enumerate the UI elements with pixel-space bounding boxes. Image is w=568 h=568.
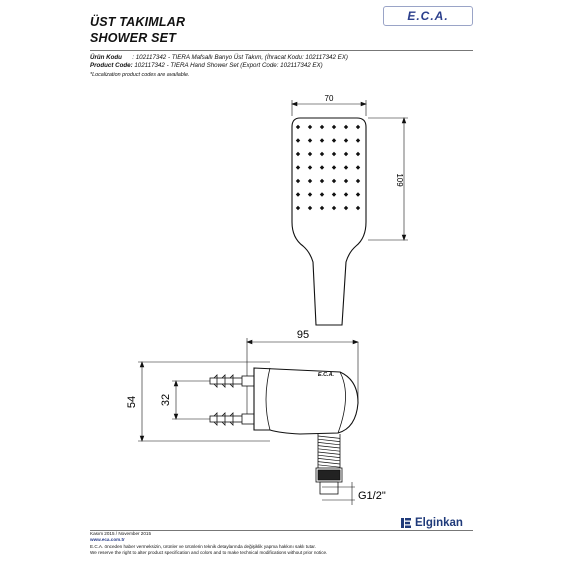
nozzle [332,179,336,183]
nozzle [308,152,312,156]
depth-dimension-label: 95 [296,329,310,341]
nozzle [356,179,360,183]
nozzle [344,125,348,129]
nozzle [344,192,348,196]
elginkan-brand [400,517,463,529]
nozzle [320,165,324,169]
footer-note-tr: E.C.A. önceden haber vermeksizin, ürünler ve ürünlerin teknik detaylarında değişiklik yapma hakkını saklı tutar. [90,543,316,549]
nozzle [344,152,348,156]
hose-coil-line [318,449,340,451]
wall-anchor-top [210,375,254,387]
nozzle [344,179,348,183]
nozzle [344,206,348,210]
footer-note-en: We reserve the right to alter product specification and colors and to make technical modifications without prior notice. [90,550,328,556]
nozzle [296,125,300,129]
nozzle [356,165,360,169]
nozzle [332,125,336,129]
hose-coil-line [318,458,340,460]
wall-anchor-bottom [210,413,254,425]
eca-logo-text: E.C.A. [407,9,449,23]
nozzle [320,152,324,156]
nozzle [308,179,312,183]
nozzle [296,165,300,169]
nozzle [320,179,324,183]
nozzle [308,206,312,210]
thread-label: G1/2" [358,490,386,502]
wall-bracket [254,368,358,434]
nozzle [320,206,324,210]
hose-coil-line [318,436,340,438]
nozzle [332,138,336,142]
hose-coil-line [318,452,340,454]
nozzle [308,192,312,196]
nozzle [296,206,300,210]
total-height-dimension-label: 54 [126,395,138,409]
nozzle [356,152,360,156]
nozzle [356,125,360,129]
footer-date: Kasım 2015 / November 2015 [90,531,152,536]
nozzle [296,179,300,183]
hose-coil-line [318,462,340,464]
hose-coil-line [318,465,340,467]
nozzle [332,152,336,156]
spray-nozzles [296,125,360,210]
nozzle [356,138,360,142]
nozzle [332,192,336,196]
nozzle [296,152,300,156]
hose-coil-line [318,442,340,444]
nozzle [344,165,348,169]
height-dimension-label: 109 [395,173,404,187]
nozzle [308,125,312,129]
nozzle [320,192,324,196]
nozzle [344,138,348,142]
hose-coil-line [318,439,340,441]
urun-kodu-label: Ürün Kodu [90,54,122,61]
nozzle [296,138,300,142]
bracket-logo: E.C.A. [317,372,335,378]
total-height-dimension [138,362,270,441]
nozzle [308,138,312,142]
nozzle [356,206,360,210]
screw-spacing-dimension [172,381,212,419]
elginkan-logo-icon [400,517,412,529]
hose-coil-pattern [318,436,340,470]
hose-coil-line [318,455,340,457]
localization-note: *Localization product codes are available. [90,71,190,78]
page-title-tr: ÜST TAKIMLAR [90,15,186,29]
product-code-label: Product Code: [90,62,133,70]
nozzle [320,138,324,142]
urun-kodu-value: : 102117342 - TIERA Mafsallı Banyo Üst Takım, (İhracat Kodu: 102117342 EX) [132,54,348,61]
hose-coil-line [318,446,340,448]
width-dimension-label: 70 [324,94,334,103]
footer-notes [90,531,327,557]
hose-nut [316,468,342,494]
product-code-value: 102117342 - TIERA Hand Shower Set (Export Code: 102117342 EX) [134,62,323,70]
nozzle [296,192,300,196]
nozzle [320,125,324,129]
hand-shower-head [292,118,366,325]
page-title-en: SHOWER SET [90,31,177,45]
nozzle [332,165,336,169]
footer-website[interactable]: www.eca.com.tr [90,537,125,543]
nozzle [308,165,312,169]
elginkan-brand-text: Elginkan [415,517,463,529]
nozzle [332,206,336,210]
screw-spacing-dimension-label: 32 [160,393,172,407]
nozzle [356,192,360,196]
